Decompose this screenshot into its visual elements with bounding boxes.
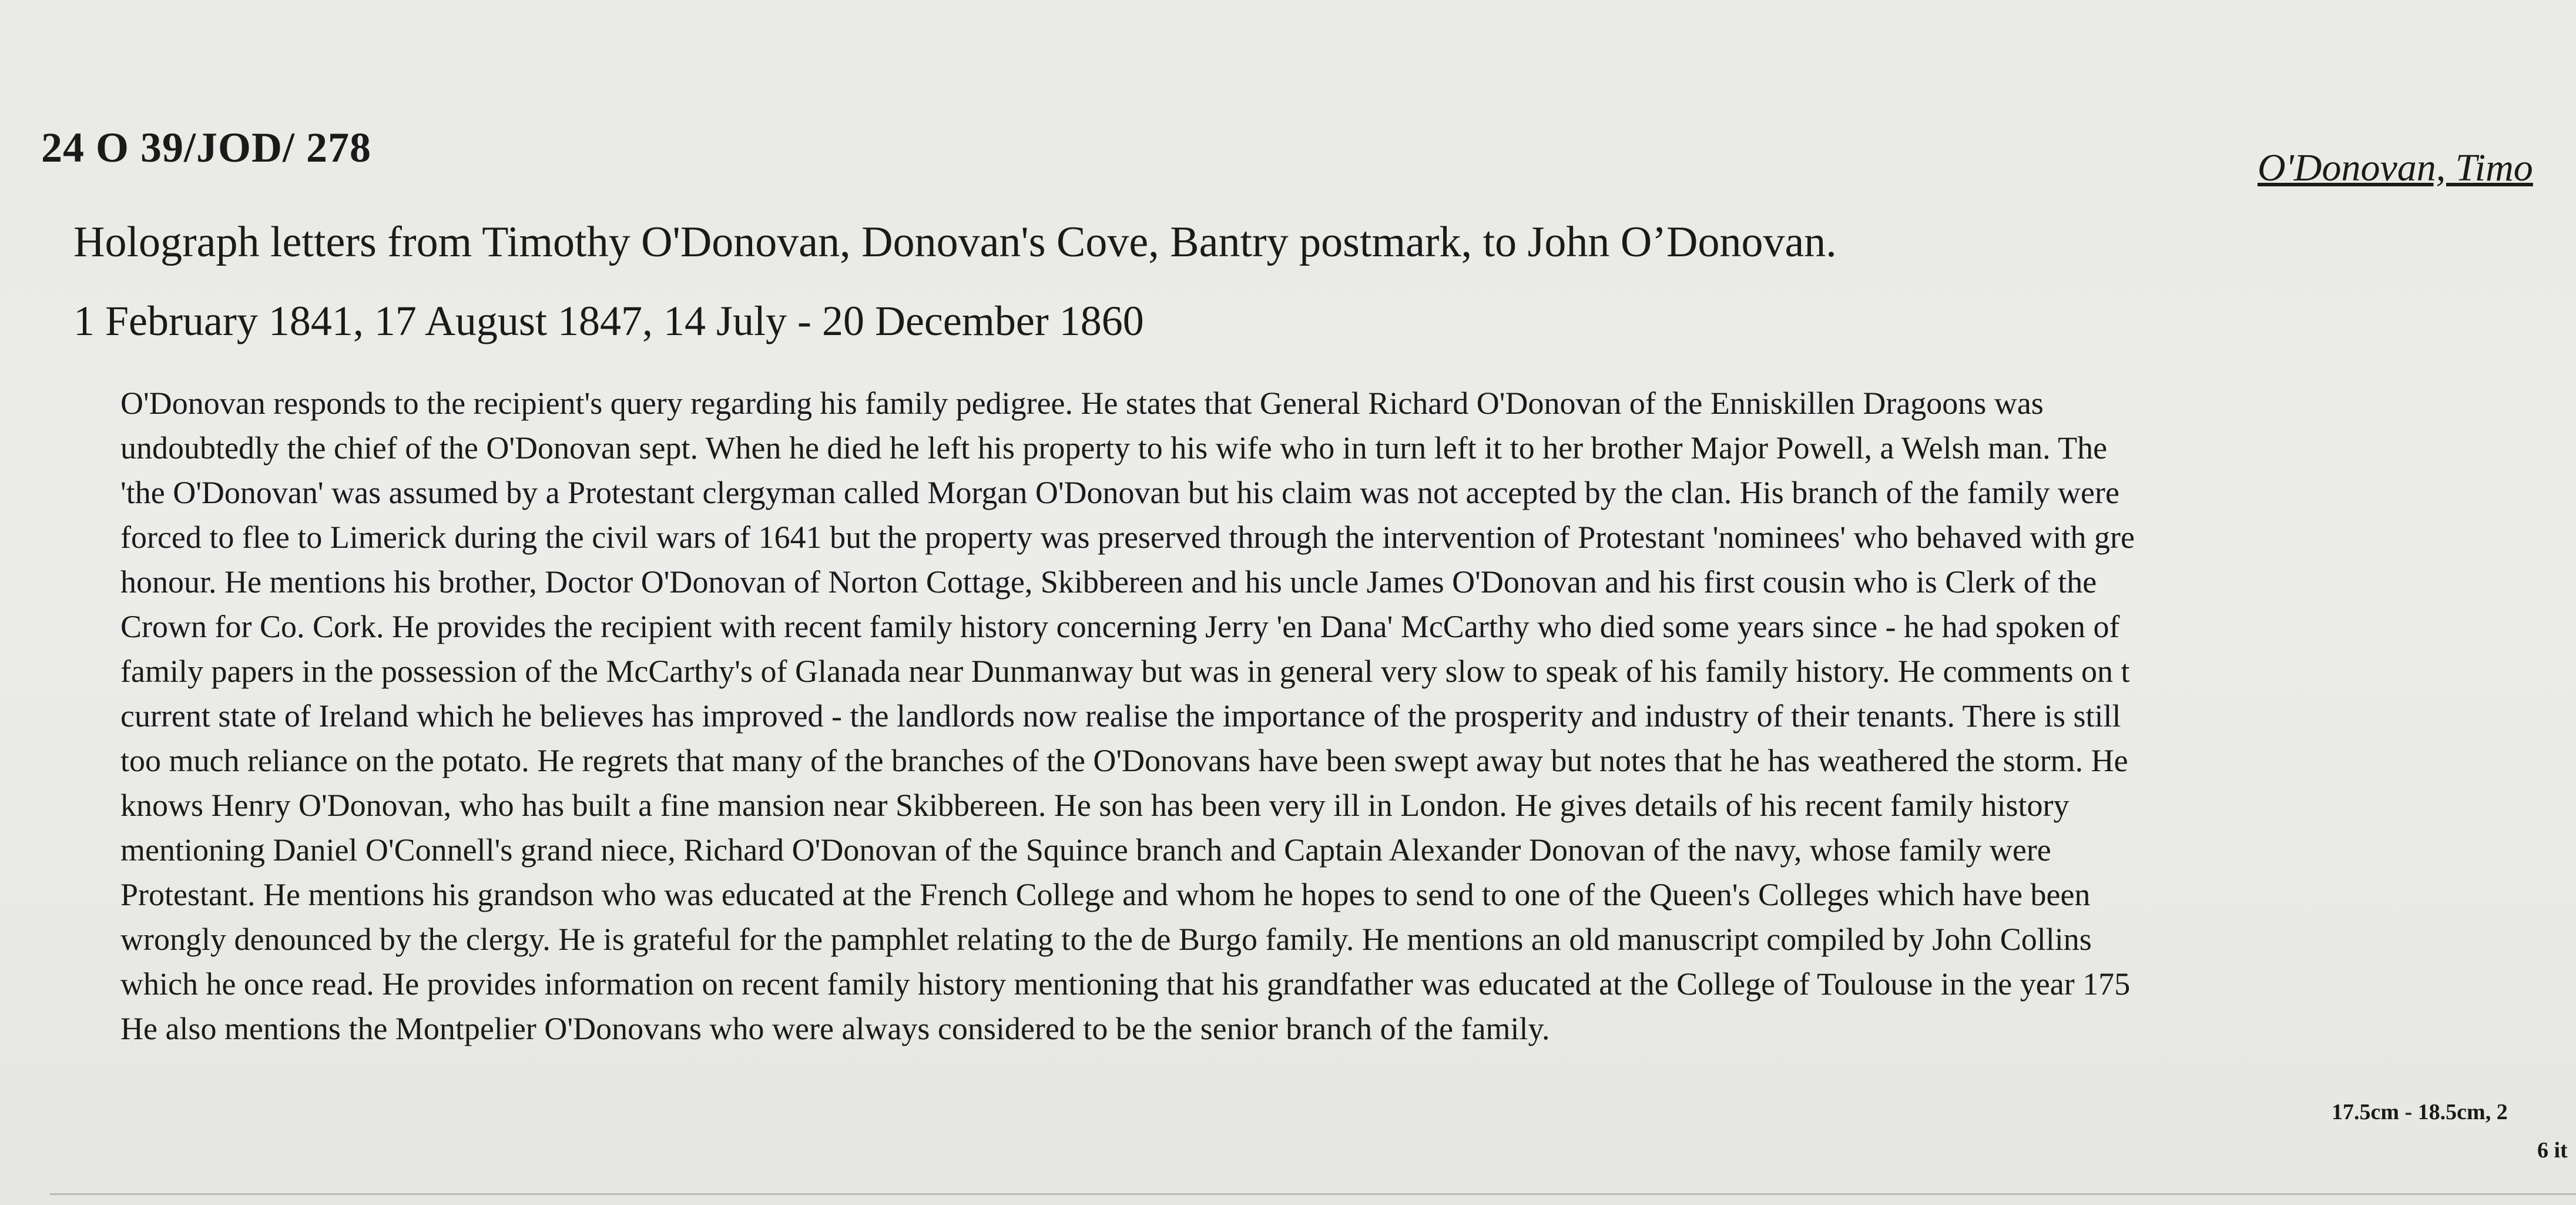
abstract-line: undoubtedly the chief of the O'Donovan sept. When he died he left his property to his wife who in turn left it to her brother Major Powell, a Welsh man. The bbox=[120, 430, 2108, 466]
record-item-count: 6 it bbox=[2537, 1138, 2568, 1163]
abstract-line: He also mentions the Montpelier O'Donovans who were always considered to be the senior branch of the family. bbox=[120, 1011, 1550, 1046]
abstract-line: knows Henry O'Donovan, who has built a fine mansion near Skibbereen. He son has been very ill in London. He gives details of his recent family history bbox=[120, 788, 2069, 823]
record-title: Holograph letters from Timothy O'Donovan, Donovan's Cove, Bantry postmark, to John O’Donovan. bbox=[73, 218, 1837, 266]
record-dimensions: 17.5cm - 18.5cm, 2 bbox=[2332, 1100, 2508, 1124]
record-name-heading: O'Donovan, Timo bbox=[2258, 146, 2533, 189]
abstract-line: honour. He mentions his brother, Doctor O'Donovan of Norton Cottage, Skibbereen and his uncle James O'Donovan and his first cousin who is Clerk of the bbox=[120, 564, 2097, 600]
abstract-line: 'the O'Donovan' was assumed by a Protestant clergyman called Morgan O'Donovan but his claim was not accepted by the clan. His branch of the family were bbox=[120, 475, 2119, 510]
record-dates: 1 February 1841, 17 August 1847, 14 July - 20 December 1860 bbox=[73, 297, 1144, 344]
abstract-line: too much reliance on the potato. He regrets that many of the branches of the O'Donovans have been swept away but notes that he has weathered the storm. He bbox=[120, 743, 2128, 778]
abstract-line: current state of Ireland which he believes has improved - the landlords now realise the importance of the prosperity and industry of their tenants. There is still bbox=[120, 698, 2121, 734]
abstract-line: family papers in the possession of the McCarthy's of Glanada near Dunmanway but was in general very slow to speak of his family history. He comments on t bbox=[120, 654, 2130, 689]
record-reference: 24 O 39/JOD/ 278 bbox=[41, 124, 372, 171]
abstract-line: mentioning Daniel O'Connell's grand niece, Richard O'Donovan of the Squince branch and Captain Alexander Donovan of the navy, whose family were bbox=[120, 832, 2051, 868]
abstract-line: O'Donovan responds to the recipient's query regarding his family pedigree. He states that General Richard O'Donovan of the Enniskillen Dragoons was bbox=[120, 386, 2044, 421]
abstract-line: wrongly denounced by the clergy. He is grateful for the pamphlet relating to the de Burgo family. He mentions an old manuscript compiled by John Collins bbox=[120, 922, 2092, 957]
abstract-line: which he once read. He provides information on recent family history mentioning that his grandfather was educated at the College of Toulouse in the year 175 bbox=[120, 966, 2131, 1002]
abstract-line: forced to flee to Limerick during the civil wars of 1641 but the property was preserved through the intervention of Protestant 'nominees' who behaved with gre bbox=[120, 520, 2135, 555]
bottom-divider bbox=[50, 1193, 2576, 1195]
record-abstract bbox=[120, 381, 2576, 1051]
abstract-line: Protestant. He mentions his grandson who was educated at the French College and whom he hopes to send to one of the Queen's Colleges which have been bbox=[120, 877, 2091, 912]
abstract-line: Crown for Co. Cork. He provides the recipient with recent family history concerning Jerry 'en Dana' McCarthy who died some years since - he had spoken of bbox=[120, 609, 2120, 644]
